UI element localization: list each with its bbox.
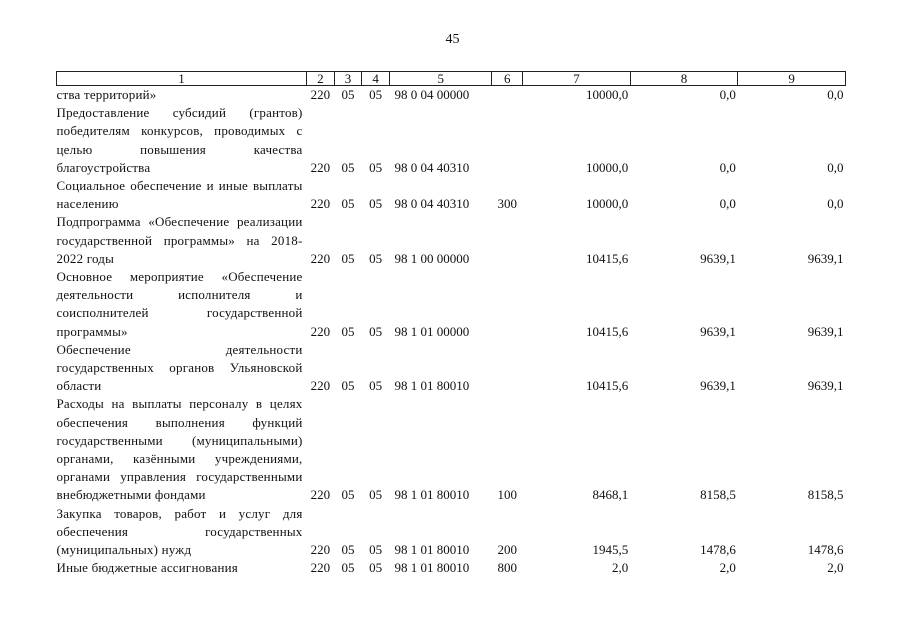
column-header: 3: [334, 72, 362, 86]
row-subsection: 05: [369, 323, 383, 339]
row-amount-col9: 9639,1: [807, 250, 844, 266]
row-expense-type: [492, 268, 523, 341]
row-section: 05: [341, 542, 355, 558]
row-amount-col8: 9639,1: [700, 250, 736, 266]
table-row: [57, 86, 846, 105]
row-amount-col8: 8158,5: [700, 487, 736, 503]
row-target-code: 98 0 04 40310: [394, 159, 470, 175]
row-amount-col8: 1478,6: [700, 542, 736, 558]
column-header: 4: [362, 72, 390, 86]
column-header: 7: [523, 72, 631, 86]
row-amount-col8: 0,0: [719, 159, 736, 175]
row-target-code: 98 1 01 80010: [394, 378, 470, 394]
row-section: 05: [341, 250, 355, 266]
row-expense-type: [492, 341, 523, 396]
row-subsection: 05: [369, 560, 383, 576]
row-expense-type: [492, 86, 523, 105]
row-name: Закупка товаров, работ и услуг для обеспечения государственных (муниципальных) нужд: [56, 505, 303, 558]
row-subsection: 05: [369, 159, 383, 175]
row-name: Предоставление субсидий (грантов) победителям конкурсов, проводимых с целью повышения качества благоустройства: [56, 105, 303, 175]
row-name: Подпрограмма «Обеспечение реализации государственной программы» на 2018-2022 годы: [56, 214, 303, 266]
row-amount-col7: 10000,0: [586, 87, 629, 102]
row-amount-col9: 1478,6: [807, 542, 844, 558]
row-amount-col7: 8468,1: [592, 487, 629, 503]
row-ministry-code: 220: [310, 250, 331, 266]
row-amount-col8: 0,0: [719, 87, 736, 102]
row-subsection: 05: [369, 542, 383, 558]
row-expense-type: 200: [497, 542, 518, 558]
row-ministry-code: 220: [310, 378, 331, 394]
column-header: 2: [307, 72, 335, 86]
row-amount-col9: 0,0: [827, 87, 844, 102]
row-target-code: 98 1 01 80010: [394, 542, 470, 558]
row-subsection: 05: [369, 87, 383, 102]
row-section: 05: [341, 487, 355, 503]
column-header: 5: [389, 72, 491, 86]
page-number: 45: [445, 32, 460, 47]
row-amount-col9: 9639,1: [807, 378, 844, 394]
row-amount-col9: 8158,5: [807, 487, 844, 503]
row-amount-col9: 2,0: [827, 560, 844, 576]
table-row: [57, 341, 846, 396]
row-expense-type: 300: [497, 196, 518, 212]
row-amount-col7: 10415,6: [586, 323, 629, 339]
row-name: Иные бюджетные ассигнования: [56, 560, 238, 576]
table-header-row: [57, 72, 846, 86]
row-section: 05: [341, 323, 355, 339]
row-target-code: 98 1 01 80010: [394, 560, 470, 576]
row-subsection: 05: [369, 487, 383, 503]
row-amount-col9: 9639,1: [807, 323, 844, 339]
row-amount-col7: 2,0: [612, 560, 629, 576]
row-section: 05: [341, 196, 355, 212]
table-row: [57, 505, 846, 560]
row-subsection: 05: [369, 196, 383, 212]
row-expense-type: [492, 104, 523, 177]
row-ministry-code: 220: [310, 159, 331, 175]
row-ministry-code: 220: [310, 542, 331, 558]
row-target-code: 98 0 04 40310: [394, 196, 470, 212]
row-amount-col9: 0,0: [827, 159, 844, 175]
row-ministry-code: 220: [310, 323, 331, 339]
row-expense-type: 800: [497, 560, 518, 576]
table-row: [57, 104, 846, 177]
row-amount-col9: 0,0: [827, 196, 844, 212]
row-amount-col8: 9639,1: [700, 378, 736, 394]
row-subsection: 05: [369, 250, 383, 266]
row-target-code: 98 1 00 00000: [394, 250, 470, 266]
table-row: [57, 268, 846, 341]
row-ministry-code: 220: [310, 560, 331, 576]
table-row: [57, 213, 846, 268]
row-target-code: 98 0 04 00000: [394, 87, 470, 102]
row-amount-col7: 10000,0: [586, 196, 629, 212]
row-amount-col7: 10415,6: [586, 378, 629, 394]
row-name: Обеспечение деятельности государственных органов Ульяновской области: [56, 341, 303, 394]
table-row: [57, 177, 846, 213]
row-amount-col7: 10415,6: [586, 250, 629, 266]
row-amount-col8: 0,0: [719, 196, 736, 212]
row-ministry-code: 220: [310, 87, 331, 102]
row-amount-col7: 1945,5: [592, 542, 629, 558]
row-section: 05: [341, 87, 355, 102]
column-header: 9: [738, 72, 846, 86]
column-header: 8: [630, 72, 738, 86]
budget-table: [56, 71, 846, 577]
row-ministry-code: 220: [310, 487, 331, 503]
row-section: 05: [341, 560, 355, 576]
row-target-code: 98 1 01 80010: [394, 487, 470, 503]
row-name: Расходы на выплаты персоналу в целях обеспечения выполнения функций государственными (муниципальными) органами, казёнными учреждениями, органами управления государственными внебюджетными фондами: [56, 396, 303, 503]
row-amount-col7: 10000,0: [586, 159, 629, 175]
row-ministry-code: 220: [310, 196, 331, 212]
row-amount-col8: 9639,1: [700, 323, 736, 339]
row-expense-type: 100: [497, 487, 518, 503]
row-name: Социальное обеспечение и иные выплаты населению: [56, 178, 303, 212]
row-name: Основное мероприятие «Обеспечение деятельности исполнителя и соисполнителей государственной программы»: [56, 269, 303, 339]
table-row: [57, 395, 846, 504]
row-amount-col8: 2,0: [719, 560, 736, 576]
row-name: ства территорий»: [56, 87, 157, 102]
table-row: [57, 559, 846, 577]
column-header: 6: [492, 72, 523, 86]
row-subsection: 05: [369, 378, 383, 394]
row-section: 05: [341, 378, 355, 394]
row-expense-type: [492, 213, 523, 268]
column-header: 1: [57, 72, 307, 86]
row-section: 05: [341, 159, 355, 175]
row-target-code: 98 1 01 00000: [394, 323, 470, 339]
